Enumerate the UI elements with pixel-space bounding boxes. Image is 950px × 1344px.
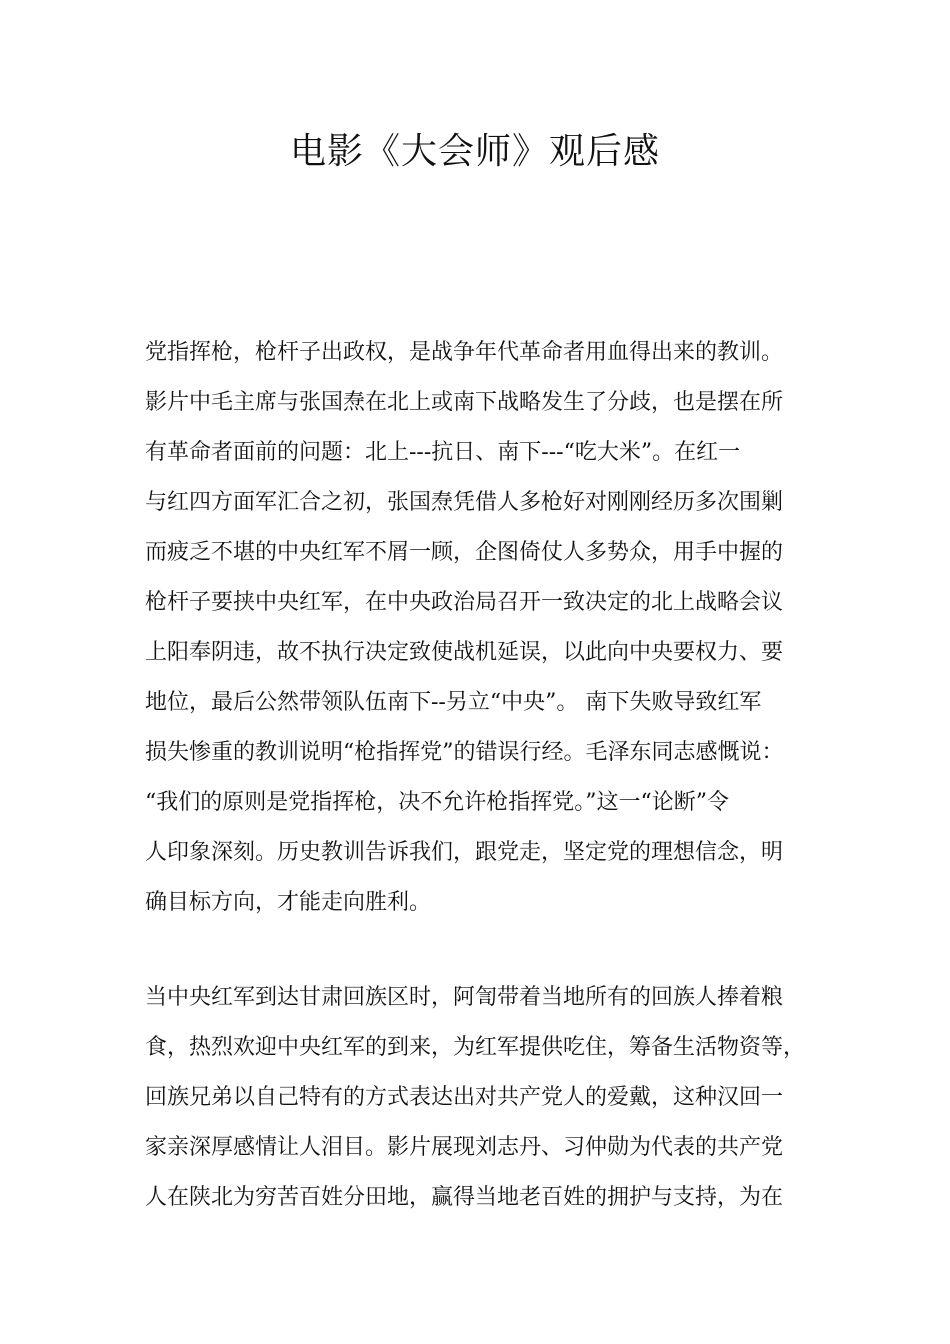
text-line: 与红四方面军汇合之初，张国焘凭借人多枪好对刚刚经历多次围剿 [145, 490, 784, 515]
text-line: 地位，最后公然带领队伍南下--另立“中央”。 南下失败导致红军 [145, 690, 762, 715]
text-line: 党指挥枪，枪杆子出政权，是战争年代革命者用血得出来的教训。 [145, 340, 784, 365]
text-line: 枪杆子要挟中央红军，在中央政治局召开一致决定的北上战略会议 [145, 590, 784, 615]
text-line: 人印象深刻。历史教训告诉我们，跟党走，坚定党的理想信念，明 [145, 840, 784, 865]
paragraph-1 [145, 328, 815, 928]
text-line: 影片中毛主席与张国焘在北上或南下战略发生了分歧，也是摆在所 [145, 390, 784, 415]
text-line: 损失惨重的教训说明“枪指挥党”的错误行经。毛泽东同志感慨说： [145, 740, 784, 765]
text-line: 食，热烈欢迎中央红军的到来，为红军提供吃住，筹备生活物资等， [145, 1035, 806, 1060]
document-title: 电影《大会师》观后感 [289, 131, 660, 172]
text-line: “我们的原则是党指挥枪，决不允许枪指挥党。”这一“论断”令 [145, 790, 729, 815]
text-line: 家亲深厚感情让人泪目。影片展现刘志丹、习仲勋为代表的共产党 [145, 1135, 784, 1160]
text-line: 回族兄弟以自己特有的方式表达出对共产党人的爱戴，这种汉回一 [145, 1085, 784, 1110]
text-line: 上阳奉阴违，故不执行决定致使战机延误，以此向中央要权力、要 [145, 640, 784, 665]
text-line: 当中央红军到达甘肃回族区时，阿訇带着当地所有的回族人捧着粮 [145, 985, 784, 1010]
text-line: 人在陕北为穷苦百姓分田地，赢得当地老百姓的拥护与支持，为在 [145, 1185, 784, 1210]
paragraph-2 [145, 973, 815, 1223]
text-line: 有革命者面前的问题：北上---抗日、南下---“吃大米”。在红一 [145, 440, 741, 465]
text-line: 而疲乏不堪的中央红军不屑一顾，企图倚仗人多势众，用手中握的 [145, 540, 784, 565]
text-line: 确目标方向，才能走向胜利。 [145, 890, 432, 915]
